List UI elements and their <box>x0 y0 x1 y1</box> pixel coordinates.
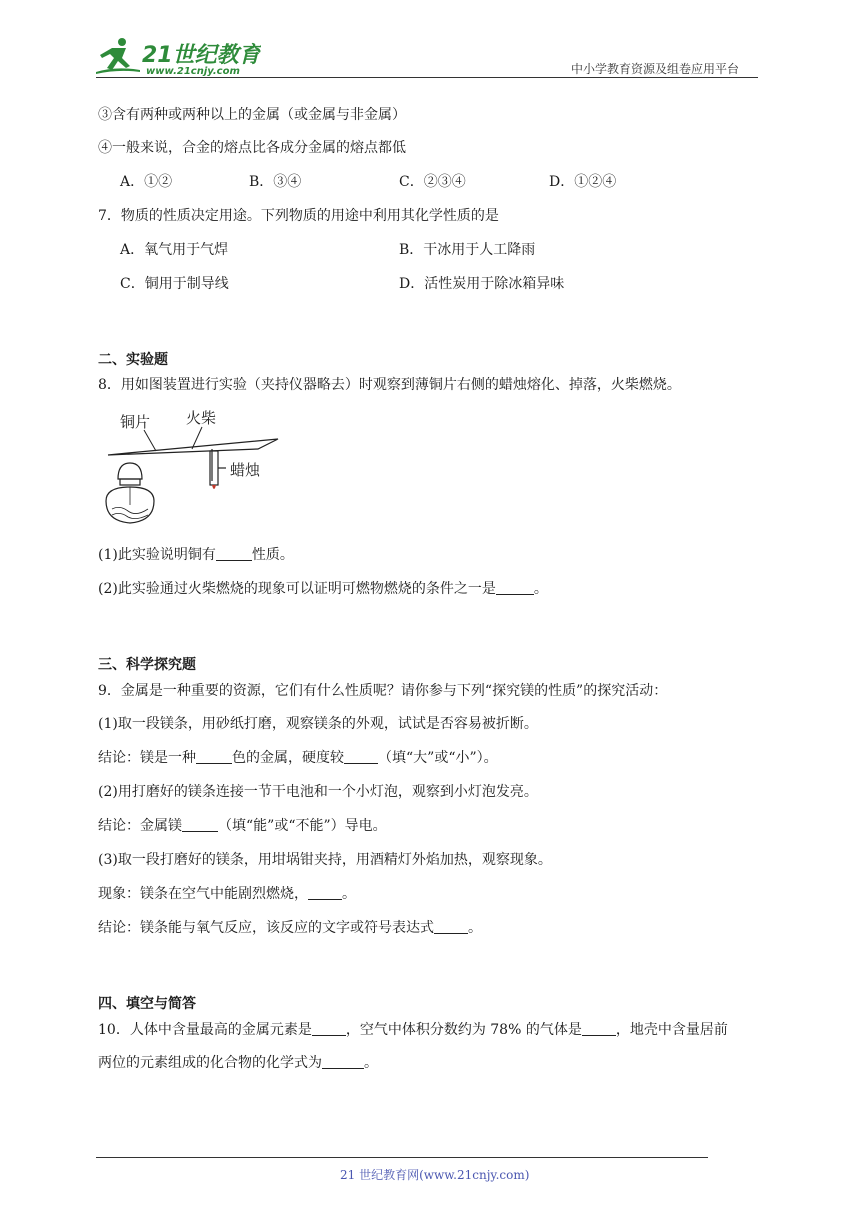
q10-blank-formula[interactable] <box>322 1054 364 1069</box>
section-title-inquiry: 三、科学探究题 <box>98 657 196 673</box>
q9-blank-color[interactable] <box>196 749 232 764</box>
q6-statement-4: ④一般来说，合金的熔点比各成分金属的熔点都低 <box>98 140 406 156</box>
q10-line2-prefix: 两位的元素组成的化合物的化学式为 <box>98 1055 322 1071</box>
q6-statement-3: ③含有两种或两种以上的金属（或金属与非金属） <box>98 107 406 123</box>
q8-part2-prefix: (2)此实验通过火柴燃烧的现象可以证明可燃物燃烧的条件之一是 <box>98 581 496 597</box>
figure-label-copper: 铜片 <box>120 413 151 431</box>
section-title-fill: 四、填空与简答 <box>98 996 196 1012</box>
alcohol-lamp <box>106 463 154 523</box>
q9-obs-suffix: 。 <box>342 886 356 902</box>
q6-option-c[interactable]: C．②③④ <box>399 174 466 190</box>
q9-stem: 9．金属是一种重要的资源，它们有什么性质呢？请你参与下列“探究镁的性质”的探究活动： <box>98 683 668 699</box>
q9-observation <box>98 885 356 903</box>
q6-option-a[interactable]: A．①② <box>120 174 173 190</box>
site-logo <box>96 36 261 78</box>
q8-part1 <box>98 546 294 564</box>
q6-option-d[interactable]: D．①②④ <box>549 174 617 190</box>
logo-url: www.21cnjy.com <box>146 66 240 77</box>
logo-text: 21世纪教育 <box>142 43 261 68</box>
q7-option-a[interactable]: A．氧气用于气焊 <box>120 242 229 258</box>
footer-link[interactable]: 21 世纪教育网(www.21cnjy.com) <box>340 1168 530 1182</box>
q8-apparatus-figure <box>98 405 288 530</box>
q9-step-2: (2)用打磨好的镁条连接一节干电池和一个小灯泡，观察到小灯泡发亮。 <box>98 784 538 800</box>
q8-part2-suffix: 。 <box>533 581 548 597</box>
q7-stem: 7．物质的性质决定用途。下列物质的用途中利用其化学性质的是 <box>98 208 499 224</box>
q9-blank-phenomenon[interactable] <box>308 885 342 900</box>
figure-label-candle: 蜡烛 <box>230 461 261 479</box>
q9-c3-prefix: 结论：镁条能与氧气反应，该反应的文字或符号表达式 <box>98 920 434 936</box>
section-title-experiment: 二、实验题 <box>98 352 168 368</box>
q9-conclusion-2 <box>98 817 387 835</box>
q9-step-3: (3)取一段打磨好的镁条，用坩埚钳夹持，用酒精灯外焰加热，观察现象。 <box>98 852 552 868</box>
q8-stem: 8．用如图装置进行实验（夹持仪器略去）时观察到薄铜片右侧的蜡烛熔化、掉落，火柴燃烧。 <box>98 377 681 393</box>
q9-c3-suffix: 。 <box>468 920 482 936</box>
q9-step-1: (1)取一段镁条，用砂纸打磨，观察镁条的外观，试试是否容易被折断。 <box>98 716 538 732</box>
header-divider <box>96 77 758 78</box>
wax-drip <box>212 485 216 489</box>
runner-icon <box>96 38 140 74</box>
q9-blank-conduct[interactable] <box>182 817 218 832</box>
q9-c1-suffix: （填“大”或“小”）。 <box>378 750 498 766</box>
footer-divider <box>96 1157 708 1158</box>
q10-line-1 <box>98 1021 728 1039</box>
q9-c1-prefix: 结论：镁是一种 <box>98 750 196 766</box>
q8-answer-blank-2[interactable] <box>496 580 534 595</box>
q9-obs-prefix: 现象：镁条在空气中能剧烈燃烧， <box>98 886 308 902</box>
q9-conclusion-1 <box>98 749 498 767</box>
q10-blank-metal[interactable] <box>312 1021 346 1036</box>
q9-c2-prefix: 结论：金属镁 <box>98 818 182 834</box>
q10-part-a: 10．人体中含量最高的金属元素是 <box>98 1022 312 1038</box>
q9-c1-middle: 色的金属，硬度较 <box>232 750 344 766</box>
q9-blank-hardness[interactable] <box>344 749 378 764</box>
q7-option-b[interactable]: B．干冰用于人工降雨 <box>399 242 536 258</box>
q7-option-c[interactable]: C．铜用于制导线 <box>120 276 229 292</box>
platform-name: 中小学教育资源及组卷应用平台 <box>571 62 740 76</box>
q7-option-d[interactable]: D．活性炭用于除冰箱异味 <box>399 276 565 292</box>
q10-part-b: ，空气中体积分数约为 78% 的气体是 <box>345 1022 582 1038</box>
q8-part1-suffix: 性质。 <box>251 547 294 563</box>
q6-option-b[interactable]: B．③④ <box>249 174 302 190</box>
q10-line2-suffix: 。 <box>364 1055 378 1071</box>
q8-part1-prefix: (1)此实验说明铜有 <box>98 547 216 563</box>
q10-blank-gas[interactable] <box>582 1021 616 1036</box>
q8-answer-blank-1[interactable] <box>216 546 252 561</box>
pointer-copper <box>144 430 156 451</box>
q9-c2-suffix: （填“能”或“不能”）导电。 <box>218 818 387 834</box>
q10-line-2 <box>98 1054 378 1072</box>
q9-blank-expression[interactable] <box>434 919 468 934</box>
figure-label-match: 火柴 <box>186 409 217 427</box>
q10-part-c: ，地壳中含量居前 <box>615 1022 728 1038</box>
q8-part2 <box>98 580 548 598</box>
q9-conclusion-3 <box>98 919 482 937</box>
